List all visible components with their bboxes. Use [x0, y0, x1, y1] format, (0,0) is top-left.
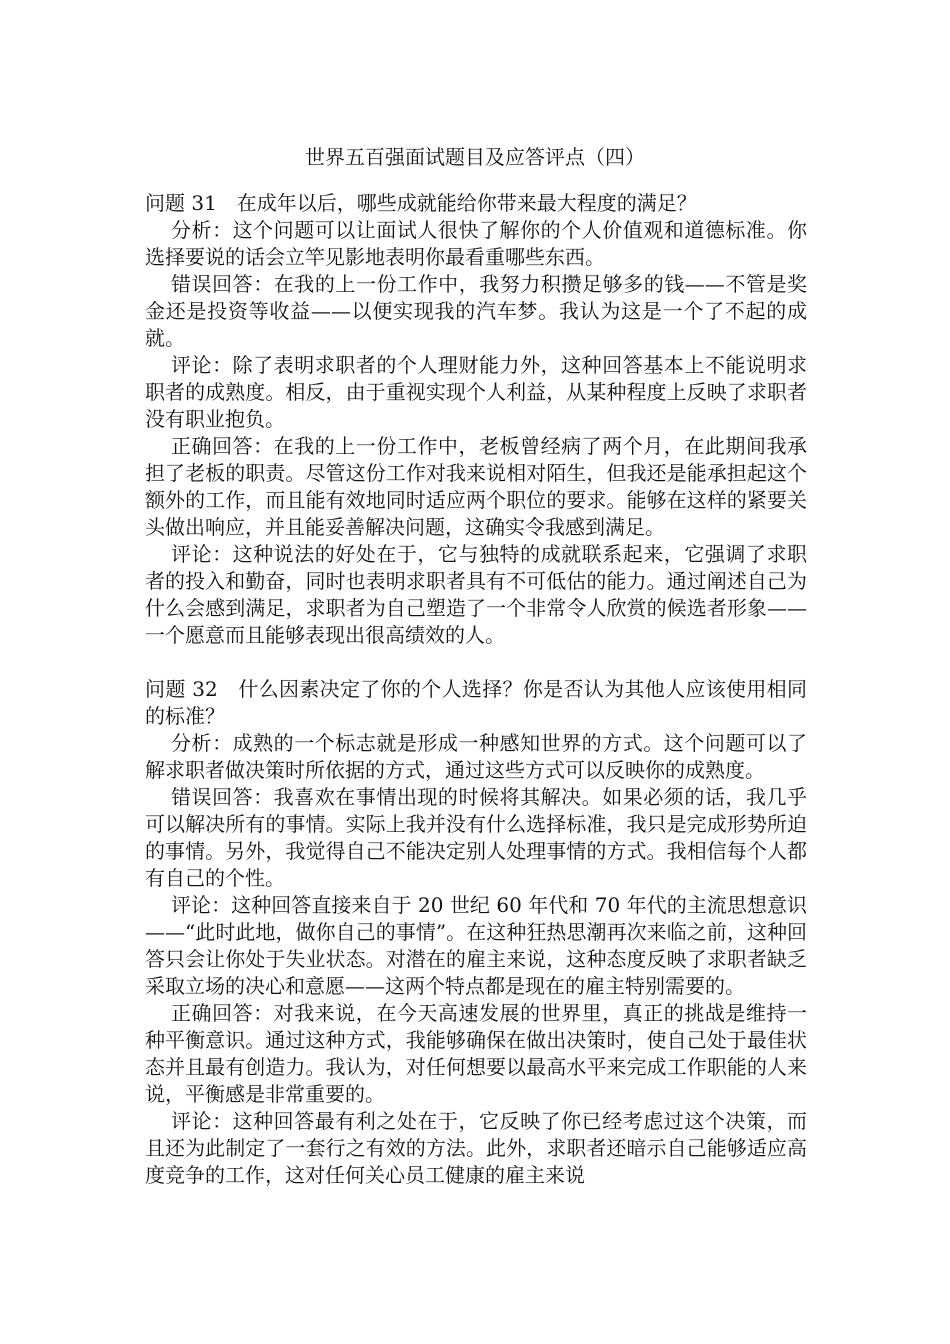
q32-analysis: 分析：成熟的一个标志就是形成一种感知世界的方式。这个问题可以了解求职者做决策时所依据的方式，通过这些方式可以反映你的成熟度。 [145, 731, 807, 782]
q31-analysis: 分析：这个问题可以让面试人很快了解你的个人价值观和道德标准。你选择要说的话会立竿见影地表明你最看重哪些东西。 [145, 218, 807, 269]
q32-right-answer: 正确回答：对我来说，在今天高速发展的世界里，真正的挑战是维持一种平衡意识。通过这种方式，我能够确保在做出决策时，使自己处于最佳状态并且最有创造力。我认为，对任何想要以最高水平来完成工作职能的人来说，平衡感是非常重要的。 [145, 1001, 807, 1106]
q31-wrong-comment: 评论：除了表明求职者的个人理财能力外，这种回答基本上不能说明求职者的成熟度。相反，由于重视实现个人利益，从某种程度上反映了求职者没有职业抱负。 [145, 353, 807, 431]
q31-right-comment: 评论：这种说法的好处在于，它与独特的成就联系起来，它强调了求职者的投入和勤奋，同时也表明求职者具有不可低估的能力。通过阐述自己为什么会感到满足，求职者为自己塑造了一个非常令人欣赏的候选者形象——一个愿意而且能够表现出很高绩效的人。 [145, 542, 807, 647]
q32-wrong-comment: 评论：这种回答直接来自于 20 世纪 60 年代和 70 年代的主流思想意识——“此时此地，做你自己的事情”。在这种狂热思潮再次来临之前，这种回答只会让你处于失业状态。对潜在的雇主来说，这种态度反映了求职者缺乏采取立场的决心和意愿——这两个特点都是现在的雇主特别需要的。 [145, 893, 807, 998]
question-31: 问题 31 在成年以后，哪些成就能给你带来最大程度的满足？ [145, 191, 697, 215]
document-body [145, 190, 807, 1189]
q31-wrong-answer: 错误回答：在我的上一份工作中，我努力积攒足够多的钱——不管是奖金还是投资等收益——以便实现我的汽车梦。我认为这是一个了不起的成就。 [145, 272, 807, 350]
question-32: 问题 32 什么因素决定了你的个人选择？你是否认为其他人应该使用相同的标准？ [145, 677, 807, 728]
q32-wrong-answer: 错误回答：我喜欢在事情出现的时候将其解决。如果必须的话，我几乎可以解决所有的事情。实际上我并没有什么选择标准，我只是完成形势所迫的事情。另外，我觉得自己不能决定别人处理事情的方式。我相信每个人都有自己的个性。 [145, 785, 807, 890]
page-title: 世界五百强面试题目及应答评点（四） [305, 145, 645, 169]
q32-right-comment: 评论：这种回答最有利之处在于，它反映了你已经考虑过这个决策，而且还为此制定了一套行之有效的方法。此外，求职者还暗示自己能够适应高度竞争的工作，这对任何关心员工健康的雇主来说 [145, 1109, 807, 1187]
section-gap [145, 649, 807, 676]
q31-right-answer: 正确回答：在我的上一份工作中，老板曾经病了两个月，在此期间我承担了老板的职责。尽管这份工作对我来说相对陌生，但我还是能承担起这个额外的工作，而且能有效地同时适应两个职位的要求。能够在这样的紧要关头做出响应，并且能妥善解决问题，这确实令我感到满足。 [145, 434, 807, 539]
